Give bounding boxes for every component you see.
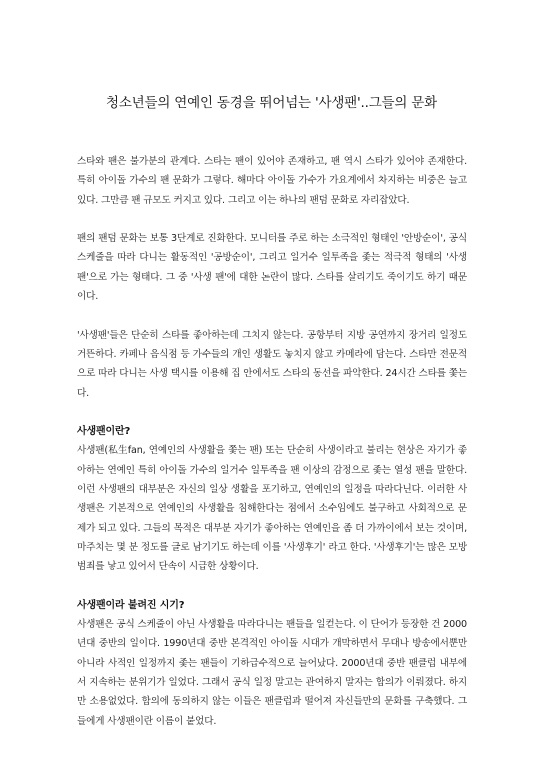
section-heading-definition: 사생팬이란? [77,426,131,438]
section-body-definition: 사생팬(私生fan, 연예인의 사생활을 쫓는 팬) 또는 단순히 사생이라고 불리는 현상은 자기가 좋아하는 연예인 특히 아이돌 가수의 일거수 일투족을 팬 이상의 감정으로 좇는 열성 팬을 말한다. 이런 사생팬의 대부분은 자신의 일상 생활을 포기하고, 연예인의 일정을 따라다닌다. 이러한 사생팬은 기본적으로 연예인의 사생활을 침해한다는 점에서 소수임에도 불구하고 사회적으로 문제가 되고 있다. 그들의 목적은 대부분 자기가 좋아하는 연예인을 좀 더 가까이에서 보는 것이며, 마주치는 몇 분 정도를 글로 남기기도 하는데 이를 '사생후기' 라고 한다. '사생후기'는 많은 모방범죄를 낳고 있어서 단속이 시급한 상황이다. [77,445,467,573]
document-title: 청소년들의 연예인 동경을 뛰어넘는 '사생팬'..그들의 문화 [105,95,437,111]
section-heading-origin: 사생팬이라 불려진 시기? [77,599,185,611]
paragraph-fandom-stages: 팬의 팬덤 문화는 보통 3단계로 진화한다. 모니터를 주로 하는 소극적인 형태인 '안방순이', 공식 스케줄을 따라 다니는 활동적인 '공방순이', 그리고 일거수 일투족을 좇는 적극적 형태의 '사생팬'으로 가는 형태다. 그 중 '사생 팬'에 대한 논란이 많다. 스타를 살리기도 죽이기도 하기 때문이다. [77,233,467,303]
document-body [77,152,467,750]
paragraph-intro: 스타와 팬은 불가분의 관계다. 스타는 팬이 있어야 존재하고, 팬 역시 스타가 있어야 존재한다. 특히 아이돌 가수의 팬 문화가 그렇다. 해마다 아이돌 가수가 가요계에서 차지하는 비중은 늘고 있다. 그만큼 팬 규모도 커지고 있다. 그리고 이는 하나의 팬덤 문화로 자리잡았다. [77,156,467,206]
section-body-origin: 사생팬은 공식 스케줄이 아닌 사생활을 따라다니는 팬들을 일컫는다. 이 단어가 등장한 건 2000년대 중반의 일이다. 1990년대 중반 본격적인 아이돌 시대가 개막하면서 무대나 방송에서뿐만 아니라 사적인 일정까지 좇는 팬들이 기하급수적으로 늘어났다. 2000년대 중반 팬클럽 내부에서 지속하는 분위기가 일었다. 그래서 공식 일정 말고는 관여하지 말자는 합의가 이뤄졌다. 하지만 소용없었다. 합의에 동의하지 않는 이들은 팬클럽과 떨어져 자신들만의 문화를 구축했다. 그들에게 사생팬이란 이름이 붙었다. [77,619,467,727]
paragraph-sasaeng-behavior: '사생팬'들은 단순히 스타를 좋아하는데 그치지 않는다. 공항부터 지방 공연까지 장거리 일정도 거뜬하다. 카페나 음식점 등 가수들의 개인 생활도 놓치지 않고 카메라에 담는다. 스타만 전문적으로 따라 다니는 사생 택시를 이용해 집 안에서도 스타의 동선을 파악한다. 24시간 스타를 쫓는다. [77,329,467,399]
